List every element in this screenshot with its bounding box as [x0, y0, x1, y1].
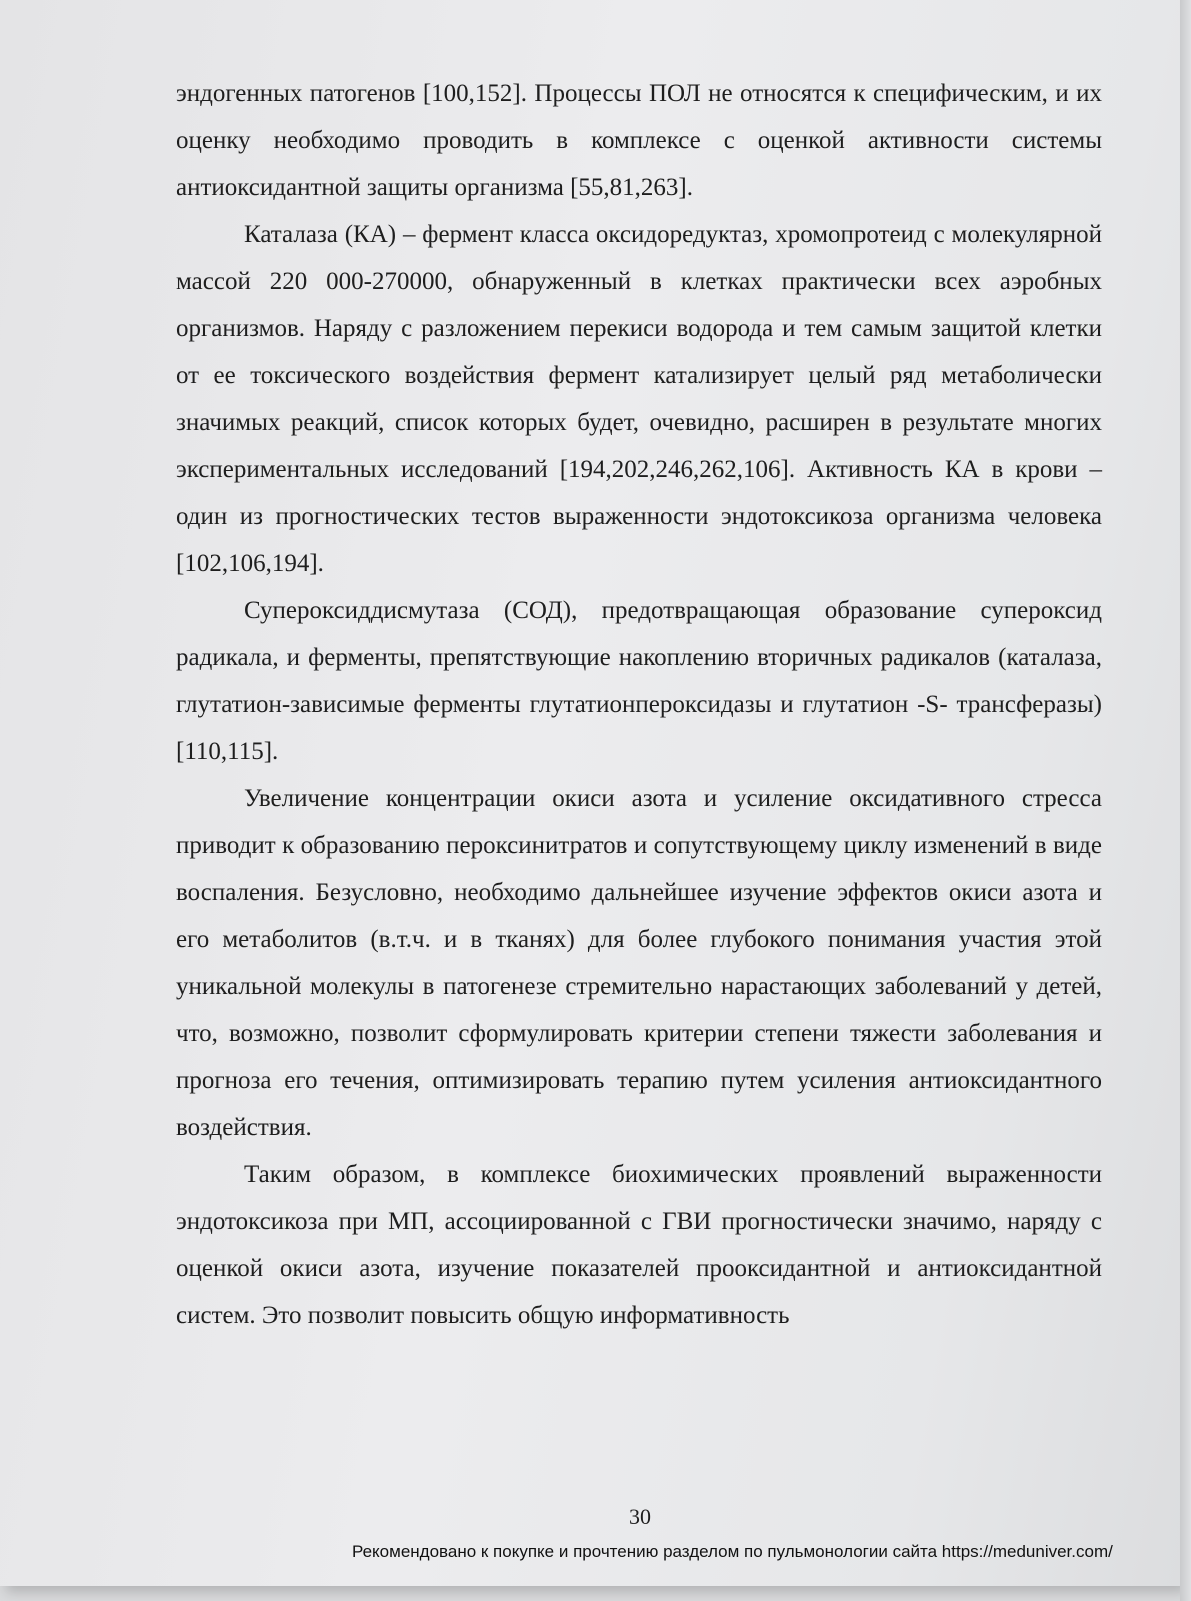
paragraph-p1: эндогенных патогенов [100,152]. Процессы ПОЛ не относятся к специфическим, и их оценку необходимо проводить в комплексе с оценкой активности системы антиоксидантной защиты организма [55,81,263]. [176, 80, 1102, 201]
body-text [176, 70, 1102, 1339]
paragraph-p5: Таким образом, в комплексе биохимических проявлений выраженности эндотоксикоза при МП, ассоциированной с ГВИ прогностически значимо, наряду с оценкой окиси азота, изучение показателей прооксидантной и антиоксидантной систем. Это позволит повысить общую информативность [176, 1161, 1102, 1329]
footer-note: Рекомендовано к покупке и прочтению разделом по пульмонологии сайта https://meduniver.com/ [352, 1542, 1113, 1561]
paragraph-p4: Увеличение концентрации окиси азота и усиление оксидативного стресса приводит к образованию пероксинитратов и сопутствующему циклу изменений в виде воспаления. Безусловно, необходимо дальнейшее изучение эффектов окиси азота и его метаболитов (в.т.ч. и в тканях) для более глубокого понимания участия этой уникальной молекулы в патогенезе стремительно нарастающих заболеваний у детей, что, возможно, позволит сформулировать критерии степени тяжести заболевания и прогноза его течения, оптимизировать терапию путем усиления антиоксидантного воздействия. [176, 785, 1102, 1141]
paragraph-p3: Супероксиддисмутаза (СОД), предотвращающая образование супероксид радикала, и ферменты, препятствующие накоплению вторичных радикалов (каталаза, глутатион-зависимые ферменты глутатионпероксидазы и глутатион -S- трансферазы) [110,115]. [176, 597, 1102, 765]
paragraph-p2: Каталаза (КА) – фермент класса оксидоредуктаз, хромопротеид с молекулярной массой 220 000-270000, обнаруженный в клетках практически всех аэробных организмов. Наряду с разложением перекиси водорода и тем самым защитой клетки от ее токсического воздействия фермент катализирует целый ряд метаболически значимых реакций, список которых будет, очевидно, расширен в результате многих экспериментальных исследований [194,202,246,262,106]. Активность КА в крови – один из прогностических тестов выраженности эндотоксикоза организма человека [102,106,194]. [176, 221, 1102, 577]
page-number: 30 [629, 1504, 651, 1529]
page-edge-shadow [1180, 0, 1191, 1601]
